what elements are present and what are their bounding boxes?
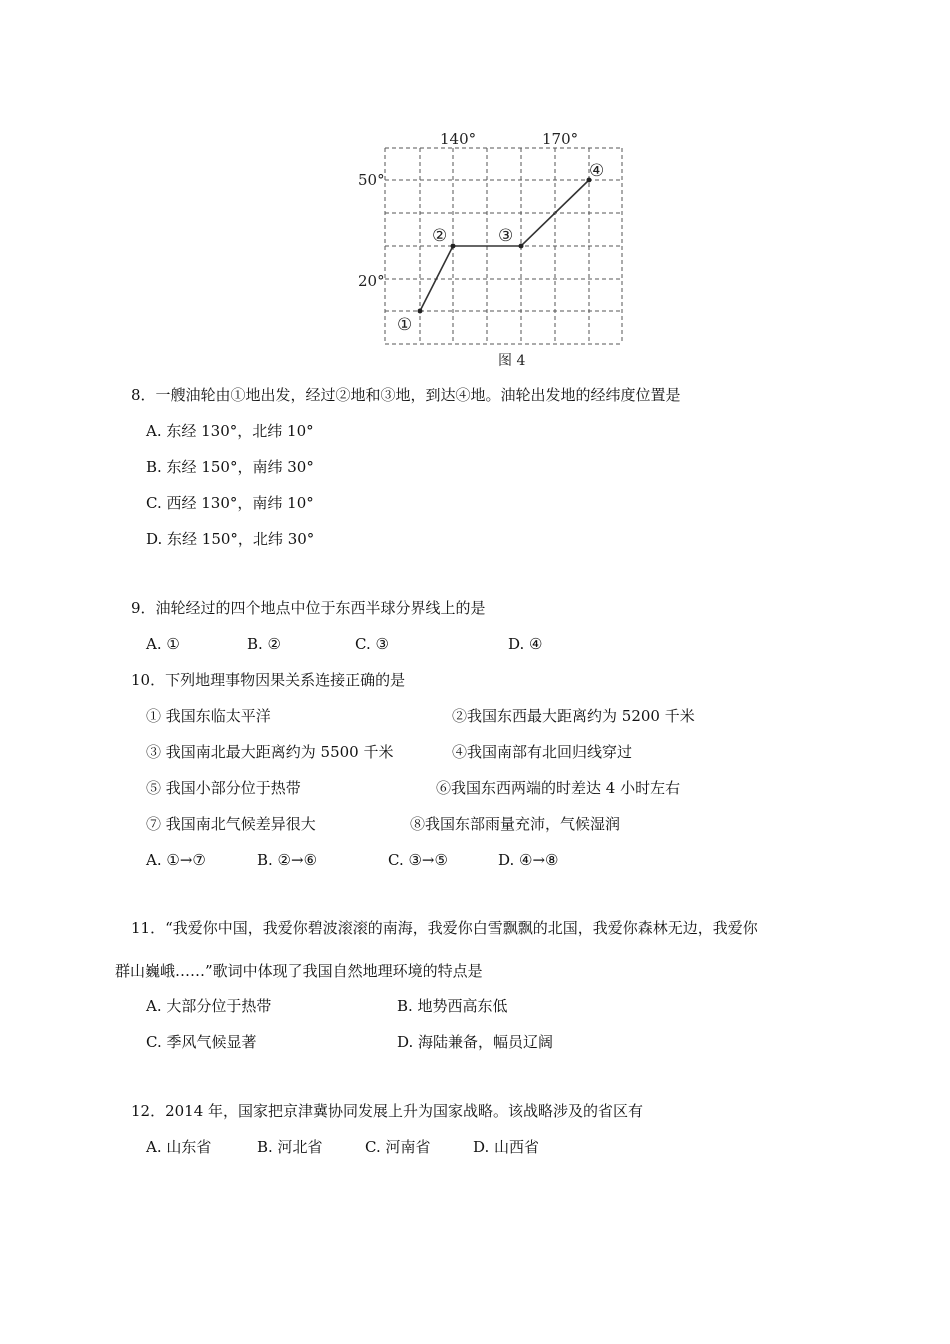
q10-item-4: ④我国南部有北回归线穿过 (452, 743, 633, 761)
q10-option-a: A. ①→⑦ (146, 851, 206, 869)
q11-option-c: C. 季风气候显著 (146, 1033, 257, 1051)
q8-stem: 8．一艘油轮由①地出发，经过②地和③地，到达④地。油轮出发地的经纬度位置是 (131, 386, 681, 404)
q11-option-a: A. 大部分位于热带 (146, 997, 272, 1015)
q10-option-d: D. ④→⑧ (498, 851, 559, 869)
q11-stem-line-2: 群山巍峨……”歌词中体现了我国自然地理环境的特点是 (115, 962, 483, 980)
q10-item-1: ① 我国东临太平洋 (146, 707, 271, 725)
q10-item-2: ②我国东西最大距离约为 5200 千米 (452, 707, 695, 725)
q9-option-b: B. ② (247, 635, 282, 653)
q9-option-a: A. ① (146, 635, 180, 653)
q8-option-a: A. 东经 130°，北纬 10° (146, 422, 314, 440)
lon-label-170: 170° (542, 130, 579, 148)
point-label-3: ③ (498, 226, 514, 246)
q9-option-c: C. ③ (355, 635, 389, 653)
q10-item-3: ③ 我国南北最大距离约为 5500 千米 (146, 743, 394, 761)
q10-item-6: ⑥我国东西两端的时差达 4 小时左右 (436, 779, 681, 797)
q12-option-a: A. 山东省 (146, 1138, 212, 1156)
q10-item-5: ⑤ 我国小部分位于热带 (146, 779, 301, 797)
q12-option-d: D. 山西省 (473, 1138, 540, 1156)
lat-label-50: 50° (358, 171, 385, 189)
q10-item-7: ⑦ 我国南北气候差异很大 (146, 815, 316, 833)
figure-caption: 图 4 (498, 353, 526, 369)
q11-stem-line-1: 11．“我爱你中国，我爱你碧波滚滚的南海，我爱你白雪飘飘的北国，我爱你森林无边，我爱你 (131, 919, 758, 937)
q12-stem: 12．2014 年，国家把京津冀协同发展上升为国家战略。该战略涉及的省区有 (131, 1102, 644, 1120)
lon-label-140: 140° (440, 130, 477, 148)
route-map-figure (340, 118, 640, 378)
point-1-dot (418, 309, 423, 314)
q9-option-d: D. ④ (508, 635, 543, 653)
q10-option-c: C. ③→⑤ (388, 851, 448, 869)
point-2-dot (451, 244, 456, 249)
q10-option-b: B. ②→⑥ (257, 851, 318, 869)
q8-option-b: B. 东经 150°，南纬 30° (146, 458, 314, 476)
point-label-2: ② (432, 226, 448, 246)
q11-option-b: B. 地势西高东低 (397, 997, 508, 1015)
q10-stem: 10．下列地理事物因果关系连接正确的是 (131, 671, 406, 689)
q9-stem: 9．油轮经过的四个地点中位于东西半球分界线上的是 (131, 599, 486, 617)
point-label-1: ① (397, 315, 413, 335)
q12-option-b: B. 河北省 (257, 1138, 323, 1156)
q10-item-8: ⑧我国东部雨量充沛，气候湿润 (410, 815, 621, 833)
point-label-4: ④ (589, 161, 605, 181)
point-3-dot (519, 244, 524, 249)
q8-option-d: D. 东经 150°，北纬 30° (146, 530, 315, 548)
q8-option-c: C. 西经 130°，南纬 10° (146, 494, 314, 512)
lat-label-20: 20° (358, 272, 385, 290)
route-map-svg (340, 118, 640, 378)
q12-option-c: C. 河南省 (365, 1138, 431, 1156)
q11-option-d: D. 海陆兼备，幅员辽阔 (397, 1033, 554, 1051)
